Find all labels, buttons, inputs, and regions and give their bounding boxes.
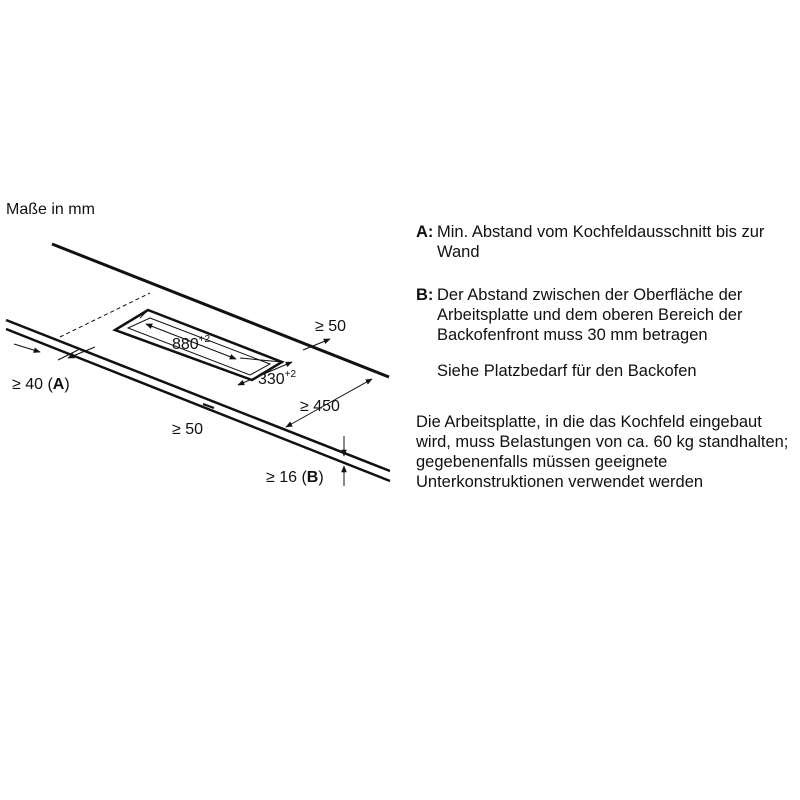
cutout-depth-value: 330 <box>258 371 285 388</box>
load-note: Die Arbeitsplatte, in die das Kochfeld eingebaut wird, muss Belastungen von ca. 60 kg standhalten; gegebenenfalls müssen geeignete Unterkonstruktionen verwendet werden <box>416 413 789 491</box>
worktop-left-side-dashed <box>60 293 150 337</box>
oven-note: Siehe Platzbedarf für den Backofen <box>437 362 697 380</box>
note-b-key: B: <box>416 286 434 304</box>
note-a-key: A: <box>416 223 434 241</box>
note-a-text: Min. Abstand vom Kochfeldausschnitt bis zur Wand <box>437 223 765 261</box>
side-wall-key: A <box>52 376 65 393</box>
side-wall-prefix: ≥ 40 ( <box>12 376 53 393</box>
worktop-outline <box>6 244 390 481</box>
notes-panel <box>416 222 796 492</box>
rear-wall-label: ≥ 50 <box>315 318 347 335</box>
cutout-width-label <box>172 334 211 353</box>
side-wall-suffix: ) <box>64 376 70 393</box>
cutout-width-value: 880 <box>172 336 199 353</box>
note-b-text: Der Abstand zwischen der Oberfläche der Arbeitsplatte und dem oberen Bereich der Backofenfront muss 30 mm betragen <box>437 286 743 344</box>
units-caption: Maße in mm <box>6 201 95 218</box>
cutout-depth-tolerance: +2 <box>284 369 297 380</box>
note-b <box>416 285 796 345</box>
thickness-key: B <box>306 469 319 486</box>
wall-depth-label: ≥ 450 <box>300 398 340 415</box>
front-edge-label: ≥ 50 <box>172 421 204 438</box>
note-a <box>416 222 796 262</box>
thickness-label <box>266 469 324 486</box>
cutout-depth-label <box>258 369 297 388</box>
thickness-suffix: ) <box>318 469 324 486</box>
side-wall-label <box>12 376 70 393</box>
thickness-prefix: ≥ 16 ( <box>266 469 307 486</box>
side-wall-dimline-left <box>14 344 40 352</box>
cutout-width-tolerance: +2 <box>198 334 211 345</box>
cutout-inner <box>128 318 270 375</box>
